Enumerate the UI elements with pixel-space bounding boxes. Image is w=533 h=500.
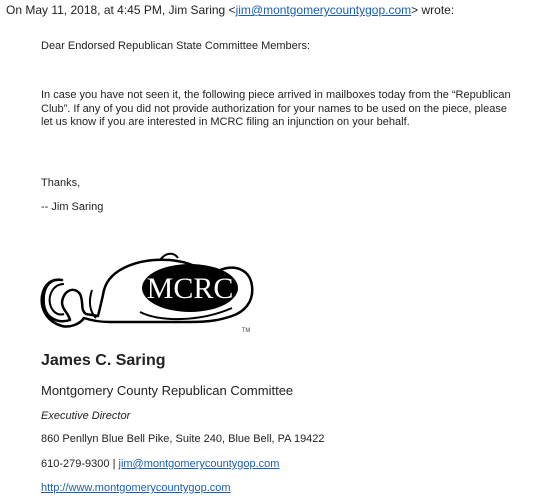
signature-email-link[interactable]: jim@montgomerycountygop.com	[118, 458, 280, 470]
signature-separator: |	[109, 458, 119, 470]
quote-header-suffix: > wrote:	[411, 3, 455, 17]
signature-title: Executive Director	[41, 410, 131, 422]
greeting: Dear Endorsed Republican State Committee Members:	[41, 40, 311, 52]
mcrc-elephant-logo	[40, 250, 258, 334]
message-body: In case you have not seen it, the following piece arrived in mailboxes today from the “Republican Club”. If any of you did not provide authorization for your names to be used on the piece, please let us know if you are interested in MCRC filing an injunction on your behalf.	[41, 89, 511, 128]
sender-email-link[interactable]: jim@montgomerycountygop.com	[235, 3, 412, 17]
signature-phone: 610-279-9300	[41, 458, 110, 470]
signature-organization: Montgomery County Republican Committee	[41, 383, 294, 398]
quote-header	[6, 3, 454, 17]
signature-address: 860 Penllyn Blue Bell Pike, Suite 240, Blue Bell, PA 19422	[41, 433, 325, 445]
logo-trademark: TM	[241, 328, 251, 334]
signature-website-link[interactable]: http://www.montgomerycountygop.com	[41, 482, 231, 494]
signature-contact	[41, 458, 279, 470]
signature-name: James C. Saring	[41, 352, 166, 369]
quote-header-prefix: On May 11, 2018, at 4:45 PM, Jim Saring <	[6, 3, 236, 17]
closing-thanks: Thanks,	[41, 177, 81, 189]
signoff: -- Jim Saring	[41, 201, 104, 213]
logo-text: MCRC	[146, 272, 234, 305]
